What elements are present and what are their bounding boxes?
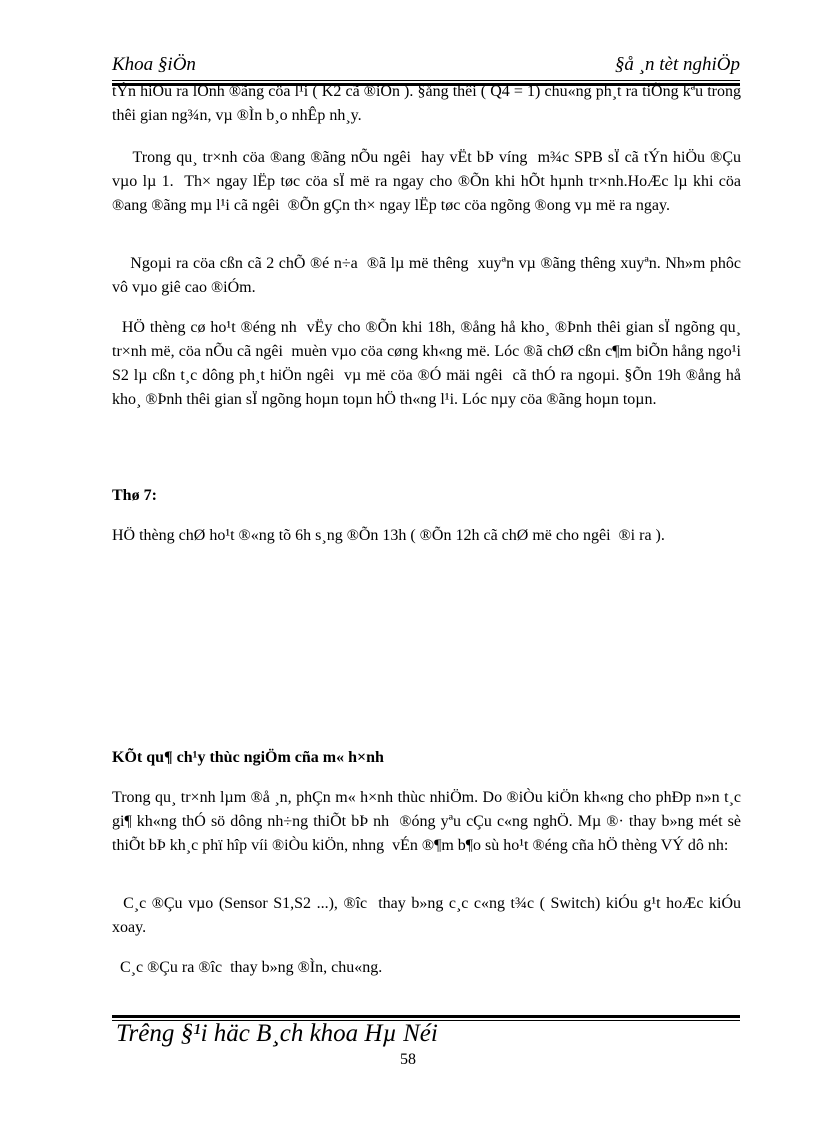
heading-saturday: Thø 7: [112,487,157,504]
page-header [112,52,740,80]
footer-rule-thick [112,1015,740,1018]
paragraph-saturday-schedule: HÖ thèng chØ ho¹t ®«ng tõ 6h s¸ng ®Õn 13h ( ®Õn 12h cã chØ më cho ngêi ®i ra ). [112,527,665,544]
paragraph-outputs-replacement: C¸c ®Çu ra ®îc thay b»ng ®Ìn, chu«ng. [112,959,383,976]
paragraph-extra-modes: Ngoµi ra cöa cßn cã 2 chÕ ®é n÷a ®ã lµ më thêng xuyªn vµ ®ãng thêng xuyªn. Nh»m phôc vô vµo giê cao ®iÓm. [112,255,746,296]
paragraph-inputs-replacement: C¸c ®Çu vµo (Sensor S1,S2 ...), ®îc thay b»ng c¸c c«ng t¾c ( Switch) kiÓu g¹t hoÆc kiÓu xoay. [112,895,745,936]
paragraph-door-closing-obstacle: Trong qu¸ tr×nh cöa ®ang ®ãng nÕu ngêi hay vËt bÞ víng m¾c SPB sÏ cã tÝn hiÖu ®Çu vµo lµ 1. Th× ngay lËp tøc cöa sÏ më ra ngay cho ®Õn khi hÕt hµnh tr×nh.HoÆc lµ khi cöa ®ang ®ãng mµ l¹i cã ngêi ®Õn gÇn th× ngay lËp tøc cöa ngõng ®ong vµ më ra ngay. [112,149,746,214]
footer-university: Trêng §¹i häc B¸ch khoa Hµ Néi [116,1020,438,1047]
header-department: Khoa §iÖn [112,54,196,75]
heading-model-results: KÕt qu¶ ch¹y thùc ngiÖm cña m« h×nh [112,749,384,766]
page-number: 58 [400,1051,416,1068]
paragraph-continuation: tÝn hiÖu ra lÖnh ®ãng cöa l¹i ( K2 cã ®iÖn ). §ång thêi ( Q4 = 1) chu«ng ph¸t ra tiÕng kªu trong thêi gian ng¾n, vµ ®Ìn b¸o nhÊp nh¸y. [112,83,745,124]
header-document-type: §å ¸n tèt nghiÖp [614,54,740,75]
paragraph-evening-operation: HÖ thèng cø ho¹t ®éng nh vËy cho ®Õn khi 18h, ®ång hå kho¸ ®Þnh thêi gian sÏ ngõng qu¸ tr×nh më, cöa nÕu cã ngêi muèn vµo cöa cøng kh«ng më. Lóc ®ã chØ cßn c¶m biÕn hång ngo¹i S2 lµ cßn t¸c dông ph¸t hiÖn ngêi vµ më cöa ®Ó mäi ngêi cã thÓ ra ngoµi. §Õn 19h ®ång hå kho¸ ®Þnh thêi gian sÏ ngõng hoµn toµn hÖ th«ng l¹i. Lóc nµy cöa ®ãng hoµn toµn. [112,319,746,408]
paragraph-model-description: Trong qu¸ tr×nh lµm ®å ¸n, phÇn m« h×nh thùc nhiÖm. Do ®iÒu kiÖn kh«ng cho phÐp n»n t¸c gi¶ kh«ng thÓ sö dông nh÷ng thiÕt bÞ nh ®óng yªu cÇu c«ng nghÖ. Mµ ®· thay b»ng mét sè thiÕt bÞ kh¸c phï hîp víi ®iÒu kiÖn, nhng vÉn ®¶m b¶o sù ho¹t ®éng cña hÖ thèng VÝ dô nh: [112,789,745,854]
